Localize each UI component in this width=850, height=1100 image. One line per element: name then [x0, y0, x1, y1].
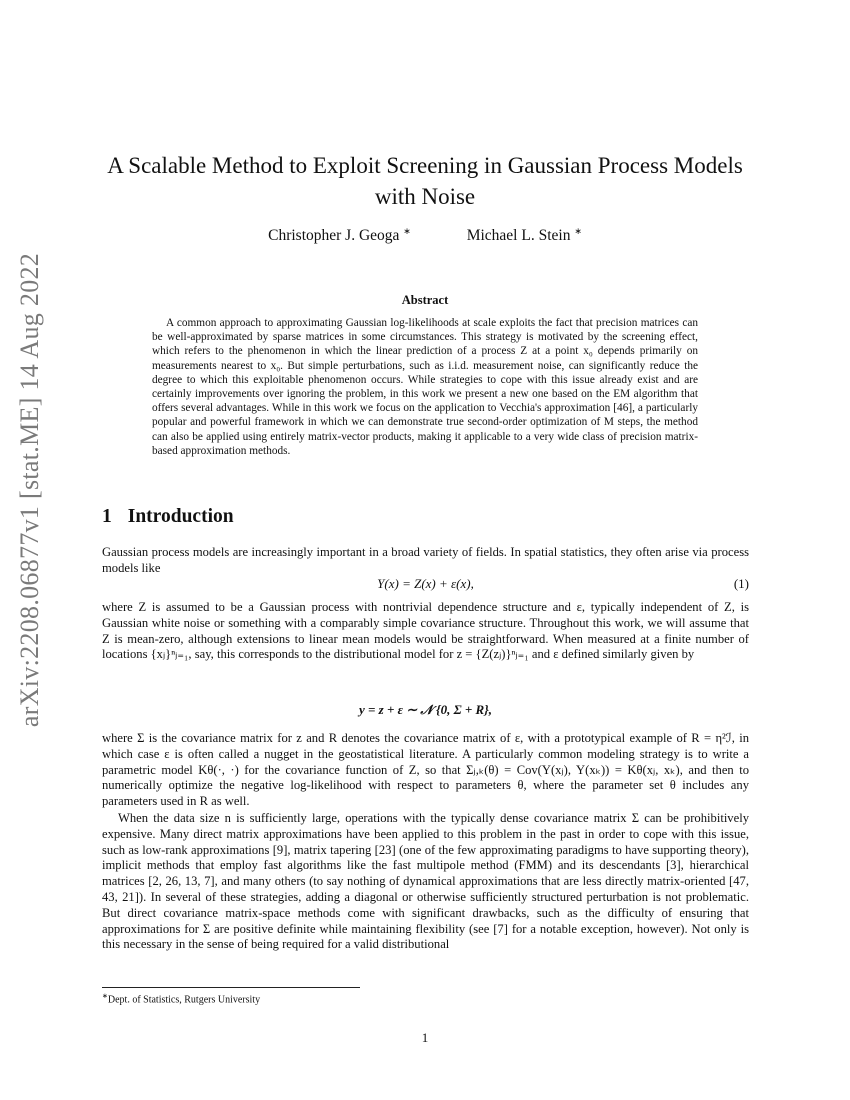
footnote-text: Dept. of Statistics, Rutgers University — [107, 994, 261, 1006]
author-1-name: Christopher J. Geoga — [268, 227, 400, 245]
abstract-heading: Abstract — [401, 293, 449, 307]
section-number: 1 — [102, 506, 112, 527]
footnote — [102, 992, 260, 1005]
arxiv-identifier-text: arXiv:2208.06877v1 [stat.ME] 14 Aug 2022 — [15, 252, 44, 728]
equation-1-number: (1) — [733, 576, 749, 591]
equation-2 — [102, 702, 749, 718]
equation-1-body: Y(x) = Z(x) + ε(x), — [377, 576, 474, 591]
author-2 — [467, 227, 582, 244]
section-heading — [102, 506, 234, 528]
author-2-affiliation-mark: ∗ — [574, 226, 582, 236]
footnote-mark: ∗ — [102, 992, 108, 1000]
author-1 — [268, 227, 411, 244]
equation-2-body: y = z + ε ∼ 𝒩 {0, Σ + R}, — [358, 702, 492, 717]
page-number: 1 — [421, 1030, 429, 1045]
abstract-text: A common approach to approximating Gaussian log-likelihoods at scale exploits the fact that precision matrices can be well-approximated by sparse matrices in some circumstances. This strategy is motivated by the screening effect, which refers to the phenomenon in which the linear prediction of a process Z at a point x₀ depends primarily on measurements nearest to x₀. But simple perturbations, such as i.i.d. measurement noise, can significantly reduce the degree to which this exploitable phenomenon occurs. While strategies to cope with this issue already exist and are certainly improvements over ignoring the problem, in this work we present a new one based on the EM algorithm that offers several advantages. While in this work we focus on the application to Vecchia's approximation [46], a particularly popular and powerful framework in which we can demonstrate true second-order optimization of M steps, the method can also be applied using entirely matrix-vector products, making it applicable to a very wide class of precision matrix-based approximation methods. — [152, 317, 698, 457]
equation-1 — [102, 576, 749, 592]
author-list — [100, 226, 750, 245]
author-2-name: Michael L. Stein — [466, 227, 571, 245]
section-title: Introduction — [127, 506, 234, 527]
footnote-rule — [102, 987, 360, 988]
paragraph-model: where Z is assumed to be a Gaussian process with nontrivial dependence structure and ε, typically independent of Z, is Gaussian white noise or something with a comparably simple covariance structure. Throughout this work, we will assume that Z is mean-zero, although extensions to linear mean models would be straightforward. When measured at a finite number of locations {xⱼ}ⁿⱼ₌₁, say, this corresponds to the distributional model for z = {Z(zⱼ)}ⁿⱼ₌₁ and ε defined similarly given by — [102, 600, 749, 662]
author-1-affiliation-mark: ∗ — [403, 226, 411, 236]
paragraph-approximations: When the data size n is sufficiently large, operations with the typically dense covariance matrix Σ can be prohibitively expensive. Many direct matrix approximations have been applied to this problem in the past in order to cope with this issue, such as low-rank approximations [9], matrix tapering [23] (one of the few approximating paradigms to have supporting theory), implicit methods that employ fast algorithms like the fast multipole method (FMM) and its descendants [3], hierarchical matrices [2, 26, 13, 7], and many others (to say nothing of dynamical approximations that are less directly matrix-oriented [47, 43, 21]). In several of these strategies, adding a diagonal or otherwise sufficiently structured perturbation is not problematic. But direct covariance matrix-space methods come with significant drawbacks, such as the difficulty of ensuring that approximations for Σ are positive definite while maintaining flexibility (see [7] for a notable exception, however). Not only is this necessary in the sense of being required for a valid distributional — [102, 811, 749, 952]
paragraph-intro: Gaussian process models are increasingly important in a broad variety of fields. In spatial statistics, they often arise via process models like — [102, 545, 749, 575]
paper-title: A Scalable Method to Exploit Screening in Gaussian Process Models with Noise — [107, 153, 743, 209]
paragraph-covariance: where Σ is the covariance matrix for z and R denotes the covariance matrix of ε, with a prototypical example of R = η²ℐ, in which case ε is often called a nugget in the geostatistical literature. A particularly common modeling strategy is to write a parametric model Kθ(·, ·) for the covariance function of Z, so that Σⱼ,ₖ(θ) = Cov(Y(xⱼ), Y(xₖ)) = Kθ(xⱼ, xₖ), and then to numerically optimize the negative log-likelihood with respect to parameters θ, where the parameter set θ includes any parameters used in R as well. — [102, 731, 749, 809]
arxiv-identifier-stamp — [0, 0, 60, 1100]
